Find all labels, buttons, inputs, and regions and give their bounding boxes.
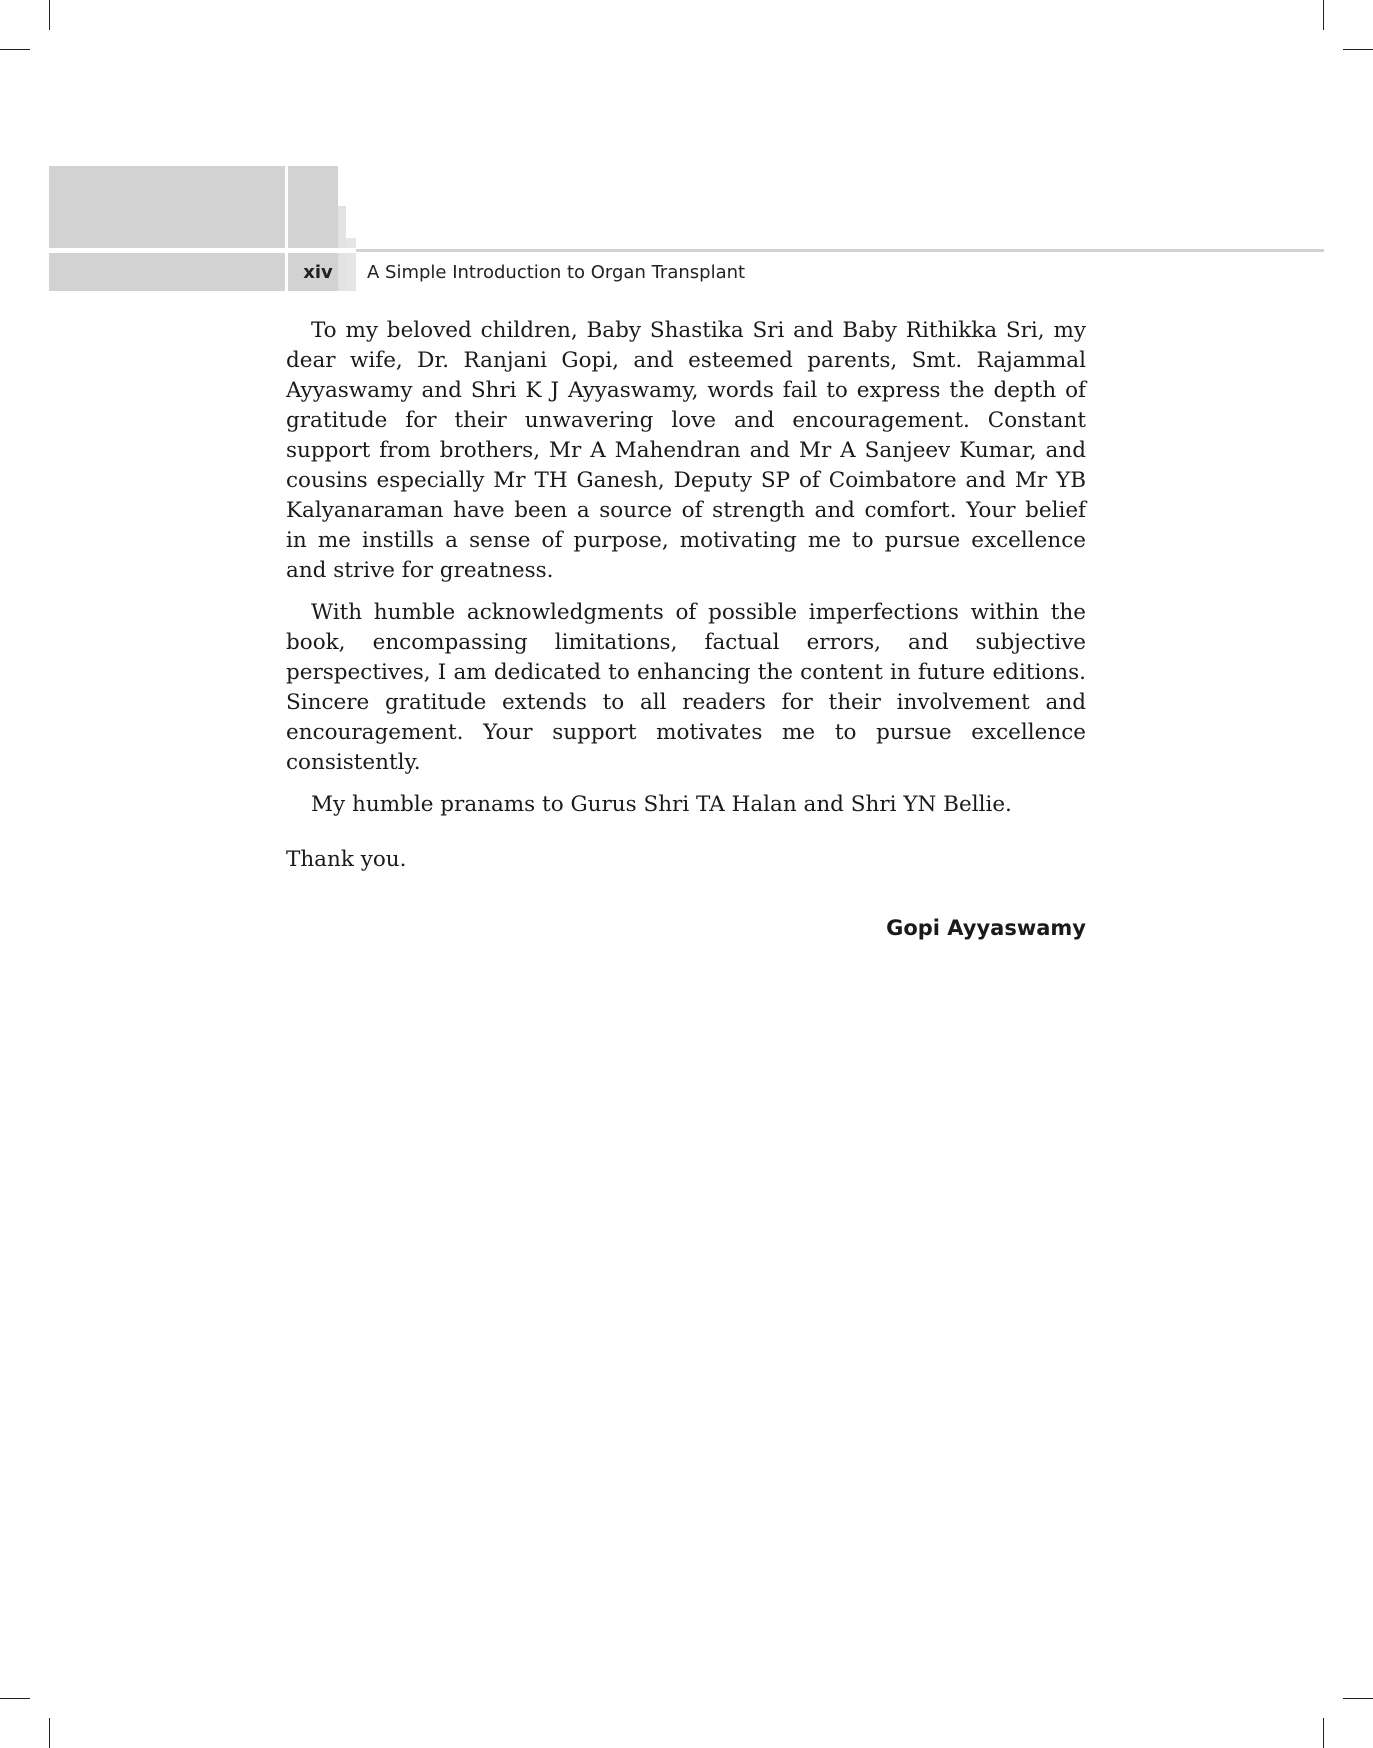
closing-line: Thank you. [286,847,407,872]
paragraph-family-thanks: To my beloved children, Baby Shastika Sri and Baby Rithikka Sri, my dear wife, Dr. Ranjani Gopi, and esteemed parents, Smt. Rajammal Ayyaswamy and Shri K J Ayyaswamy, words fail to express the depth of gratitude for their unwavering love and encouragement. Constant support from brothers, Mr A Mahendran and Mr A Sanjeev Kumar, and cousins especially Mr TH Ganesh, Deputy SP of Coimbatore and Mr YB Kalyanaraman have been a source of strength and comfort. Your belief in me instills a sense of purpose, motivating me to pursue excellence and strive for greatness. [286,318,1086,583]
crop-mark-bottom-left-horizontal [0,1698,30,1699]
crop-mark-bottom-left-vertical [49,1718,50,1748]
running-head: A Simple Introduction to Organ Transplant [367,262,746,283]
crop-mark-top-right-vertical [1323,0,1324,30]
paragraph-pranams: My humble pranams to Gurus Shri TA Halan and Shri YN Bellie. [311,792,1012,817]
crop-mark-top-left-vertical [49,0,50,30]
crop-mark-bottom-right-horizontal [1343,1698,1373,1699]
header-block-lower-left [49,253,285,291]
header-block-folio-top [288,166,338,248]
author-signature: Gopi Ayyaswamy [886,916,1086,940]
paragraph-acknowledgments: With humble acknowledgments of possible imperfections within the book, encompassing limitations, factual errors, and subjective perspectives, I am dedicated to enhancing the content in future editions. Sincere gratitude extends to all readers for their involvement and encouragement. Your support motivates me to pursue excellence consistently. [286,600,1086,775]
page-number: xiv [303,262,333,283]
header-block-large [49,166,285,248]
header-block-step-1 [338,206,346,248]
header-rule [356,249,1324,252]
crop-mark-bottom-right-vertical [1323,1718,1324,1748]
header-block-step-3 [346,238,356,248]
crop-mark-top-right-horizontal [1343,49,1373,50]
crop-mark-top-left-horizontal [0,49,30,50]
body-text [286,316,1086,820]
